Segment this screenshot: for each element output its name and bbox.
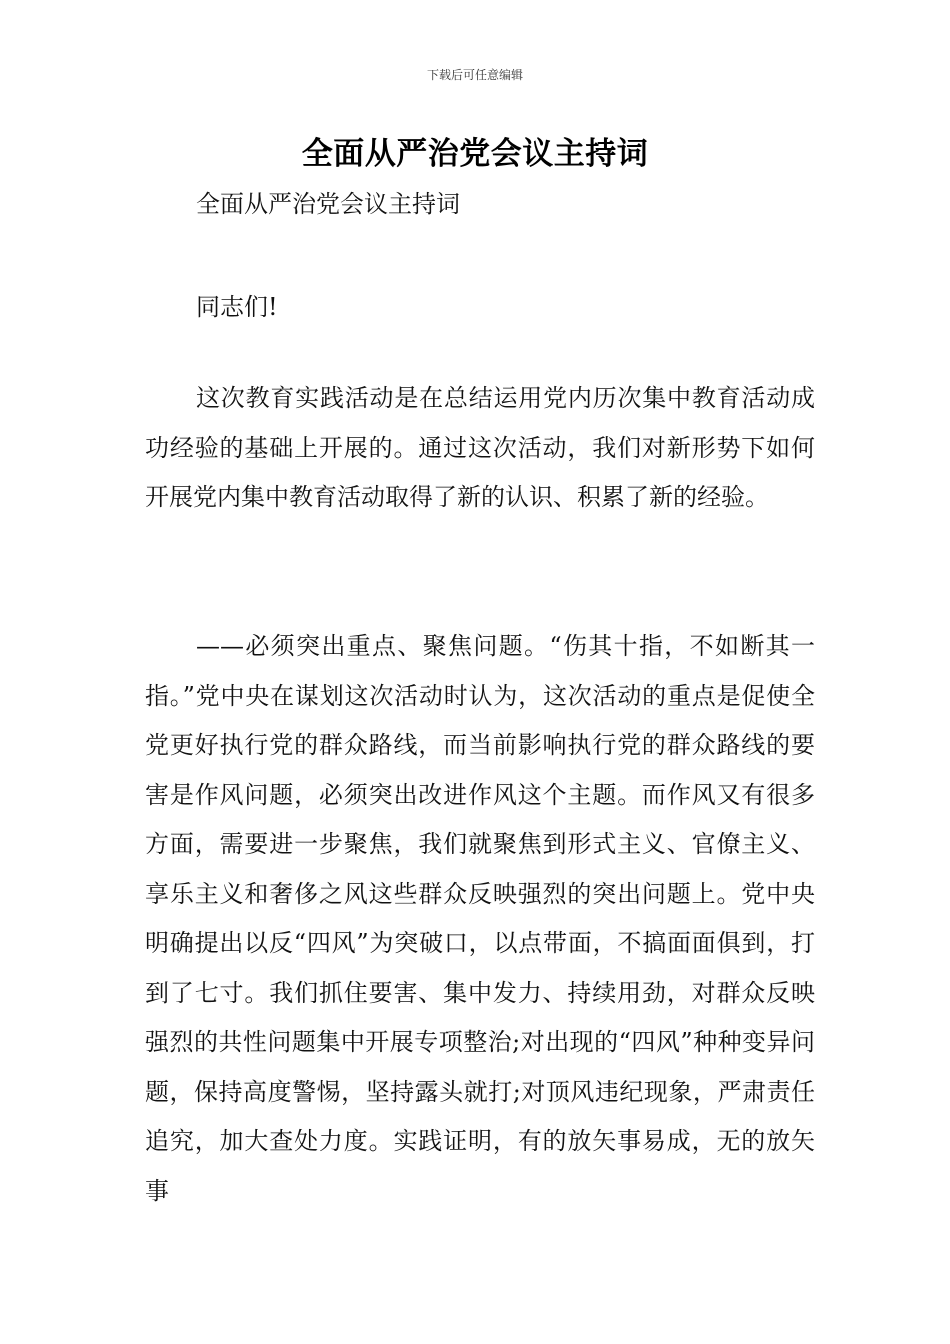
header-note: 下载后可任意编辑	[426, 68, 523, 82]
greeting: 同志们!	[196, 293, 278, 321]
body-paragraph: 这次教育实践活动是在总结运用党内历次集中教育活动成功经验的基础上开展的。通过这次活动，我们对新形势下如何开展党内集中教育活动取得了新的认识、积累了新的经验。	[145, 384, 815, 511]
document-subtitle: 全面从严治党会议主持词	[196, 190, 460, 218]
body-paragraph: ——必须突出重点、聚焦问题。“伤其十指，不如断其一指。”党中央在谋划这次活动时认为，这次活动的重点是促使全党更好执行党的群众路线，而当前影响执行党的群众路线的要害是作风问题，必须突出改进作风这个主题。而作风又有很多方面，需要进一步聚焦，我们就聚焦到形式主义、官僚主义、享乐主义和奢侈之风这些群众反映强烈的突出问题上。党中央明确提出以反“四风”为突破口，以点带面，不搞面面俱到，打到了七寸。我们抓住要害、集中发力、持续用劲，对群众反映强烈的共性问题集中开展专项整治;对出现的“四风”种种变异问题，保持高度警惕，坚持露头就打;对顶风违纪现象，严肃责任追究，加大查处力度。实践证明，有的放矢事易成，无的放矢事	[145, 632, 815, 1205]
document-title: 全面从严治党会议主持词	[301, 136, 649, 172]
